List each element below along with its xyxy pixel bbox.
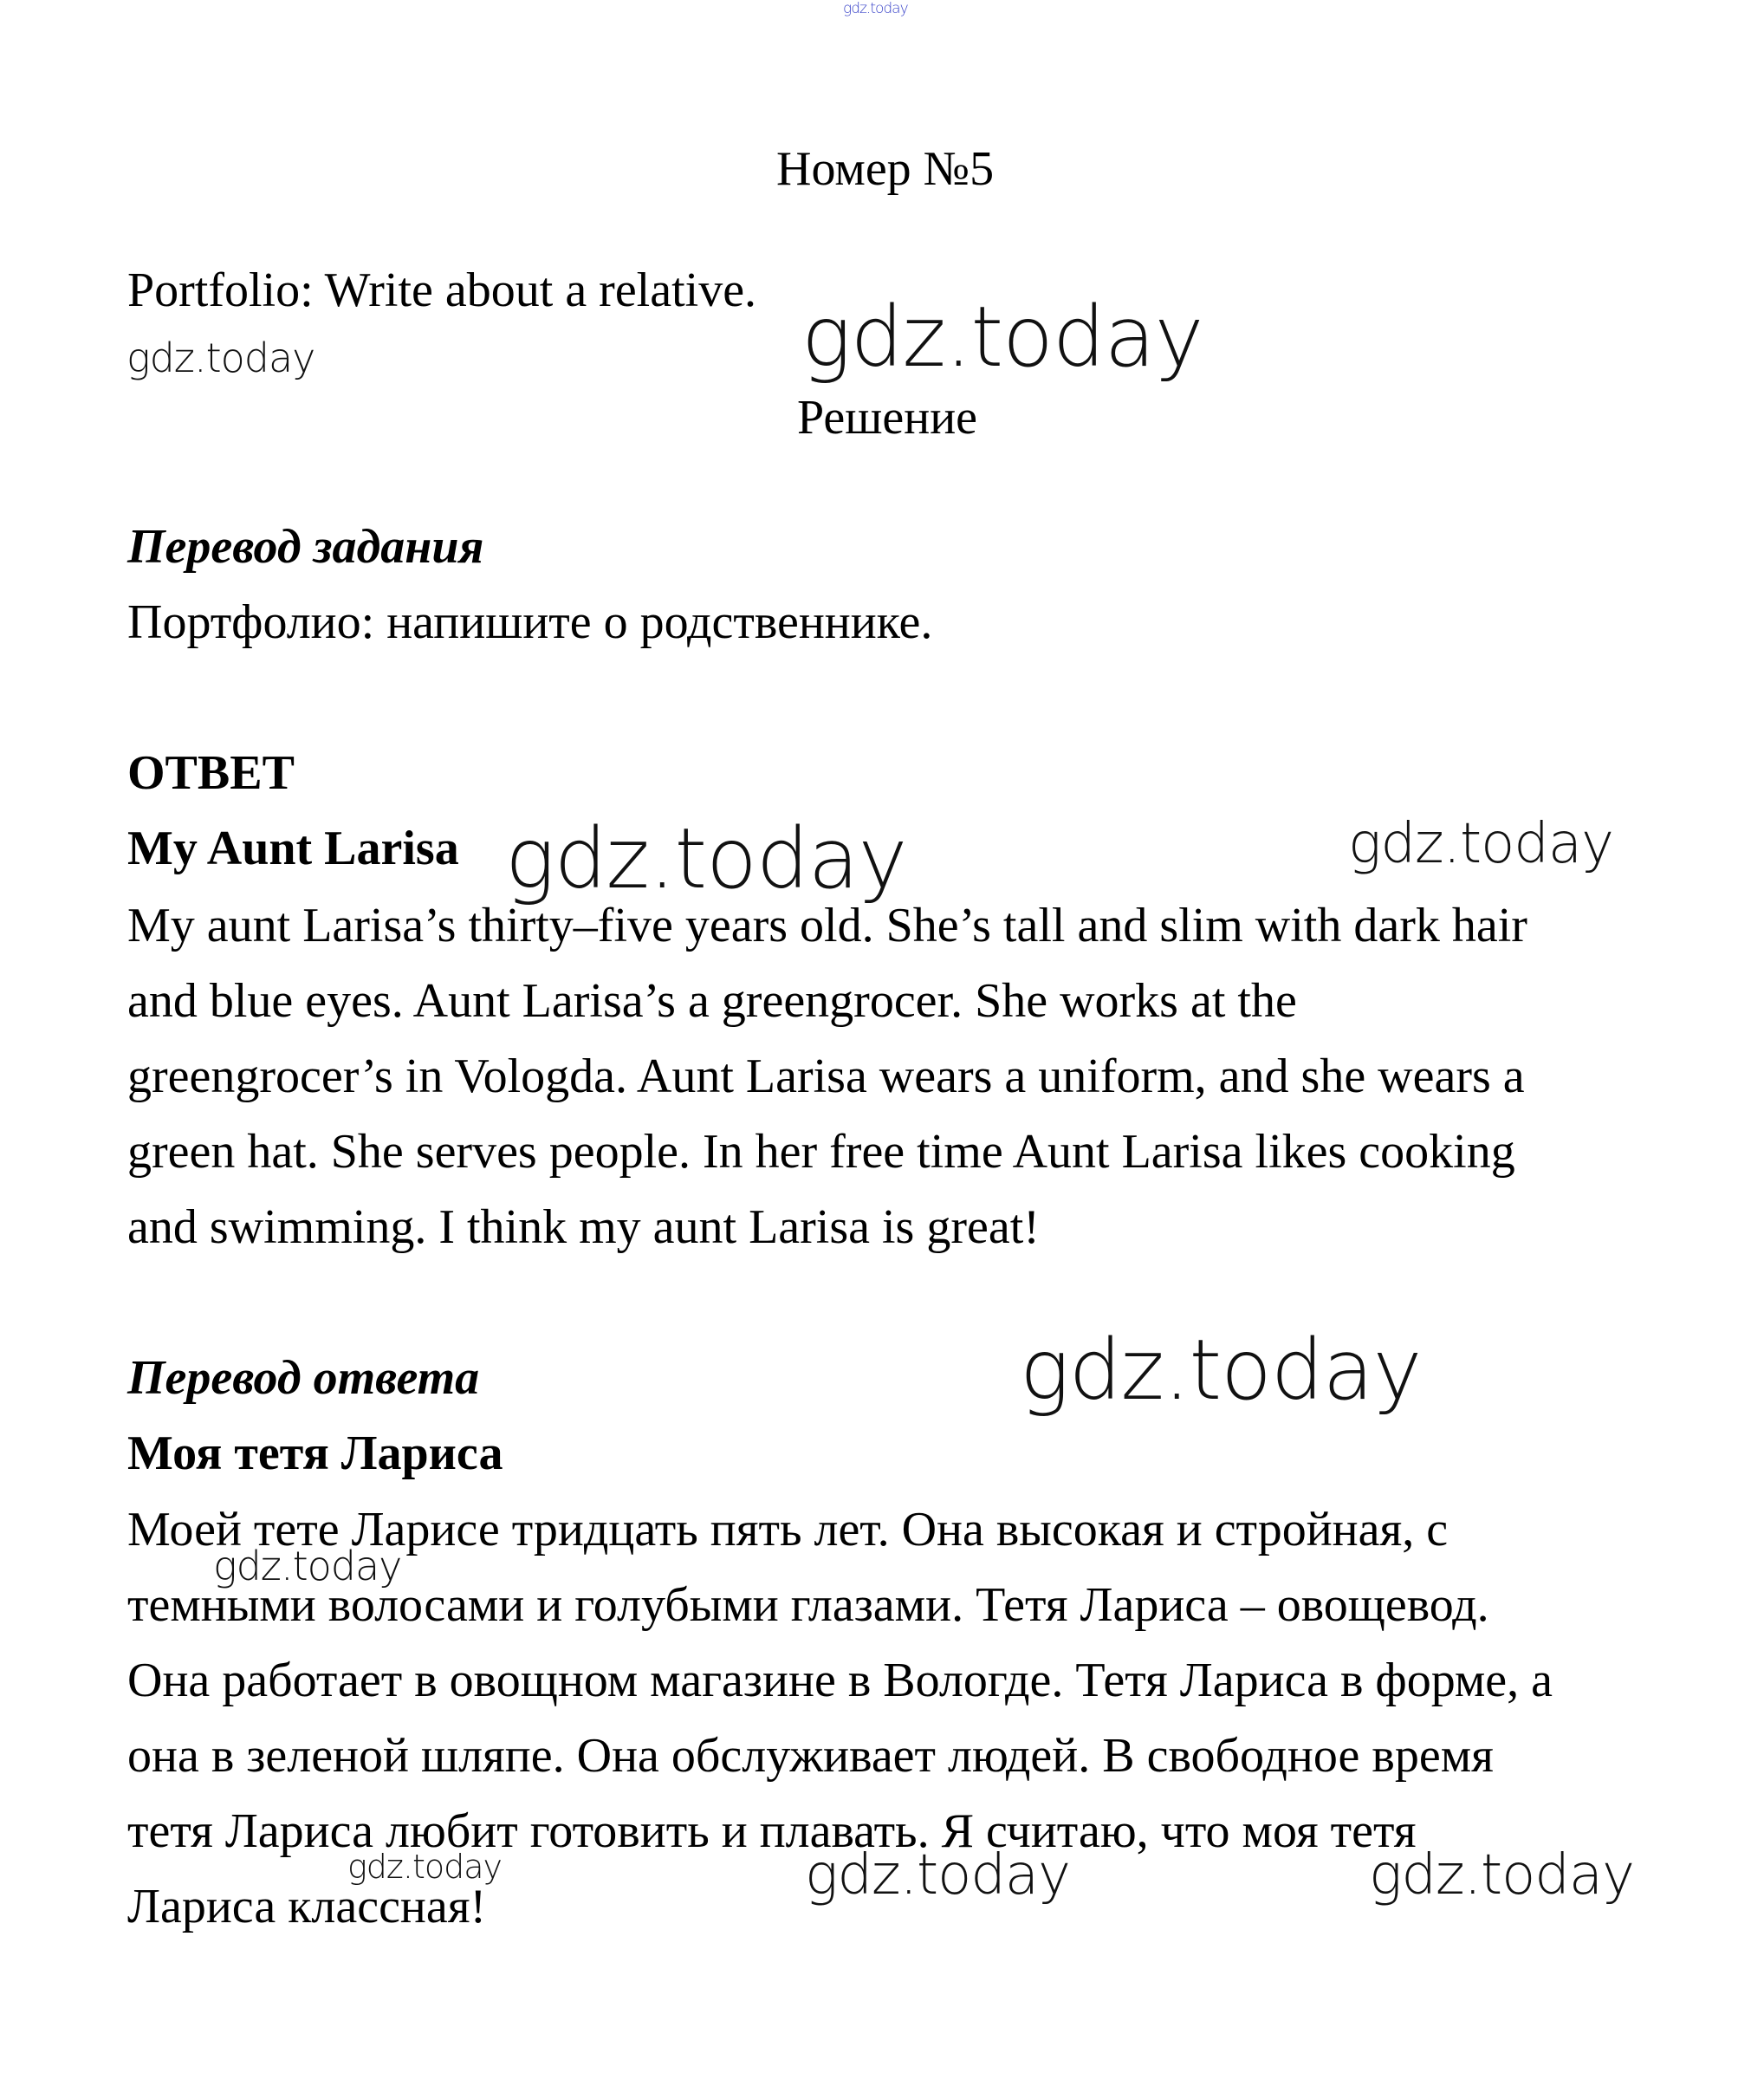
answer-line: and blue eyes. Aunt Larisa’s a greengrocer. She works at the: [127, 974, 1297, 1028]
answer-translation-heading: Перевод ответа: [127, 1351, 480, 1405]
watermark: gdz.today: [1369, 1843, 1634, 1907]
answer-translation-title: Моя тетя Лариса: [127, 1426, 503, 1480]
watermark: gdz.today: [505, 810, 907, 907]
page-title: Номер №5: [776, 142, 995, 196]
watermark: gdz.today: [1348, 812, 1613, 876]
answer-title: My Aunt Larisa: [127, 822, 459, 875]
answer-line: green hat. She serves people. In her free time Aunt Larisa likes cooking: [127, 1125, 1515, 1179]
watermark: gdz.today: [213, 1543, 402, 1589]
answer-line: My aunt Larisa’s thirty–five years old. She’s tall and slim with dark hair: [127, 899, 1527, 952]
answer-translation-line: Лариса классная!: [127, 1880, 487, 1933]
answer-line: greengrocer’s in Vologda. Aunt Larisa wears a uniform, and she wears a: [127, 1049, 1525, 1103]
top-watermark: gdz.today: [843, 0, 908, 17]
answer-translation-line: Моей тете Ларисе тридцать пять лет. Она высокая и стройная, с: [127, 1503, 1449, 1556]
task-text: Portfolio: Write about a relative.: [127, 263, 757, 317]
answer-paragraph: [127, 888, 1527, 1265]
solution-label: Решение: [797, 391, 978, 445]
answer-heading: ОТВЕТ: [127, 746, 295, 800]
watermark: gdz.today: [347, 1848, 502, 1886]
task-translation-heading: Перевод задания: [127, 520, 484, 574]
answer-translation-line: Она работает в овощном магазине в Вологде. Тетя Лариса в форме, а: [127, 1654, 1553, 1707]
answer-translation-line: тетя Лариса любит готовить и плавать. Я считаю, что моя тетя: [127, 1804, 1417, 1858]
watermark: gdz.today: [1020, 1322, 1422, 1419]
watermark: gdz.today: [805, 1843, 1070, 1907]
watermark: gdz.today: [126, 335, 315, 381]
answer-translation-line: темными волосами и голубыми глазами. Тетя Лариса – овощевод.: [127, 1578, 1489, 1632]
answer-line: and swimming. I think my aunt Larisa is great!: [127, 1200, 1040, 1254]
watermark: gdz.today: [801, 289, 1203, 386]
task-translation-text: Портфолио: напишите о родственнике.: [127, 595, 933, 649]
answer-translation-line: она в зеленой шляпе. Она обслуживает людей. В свободное время: [127, 1729, 1494, 1783]
